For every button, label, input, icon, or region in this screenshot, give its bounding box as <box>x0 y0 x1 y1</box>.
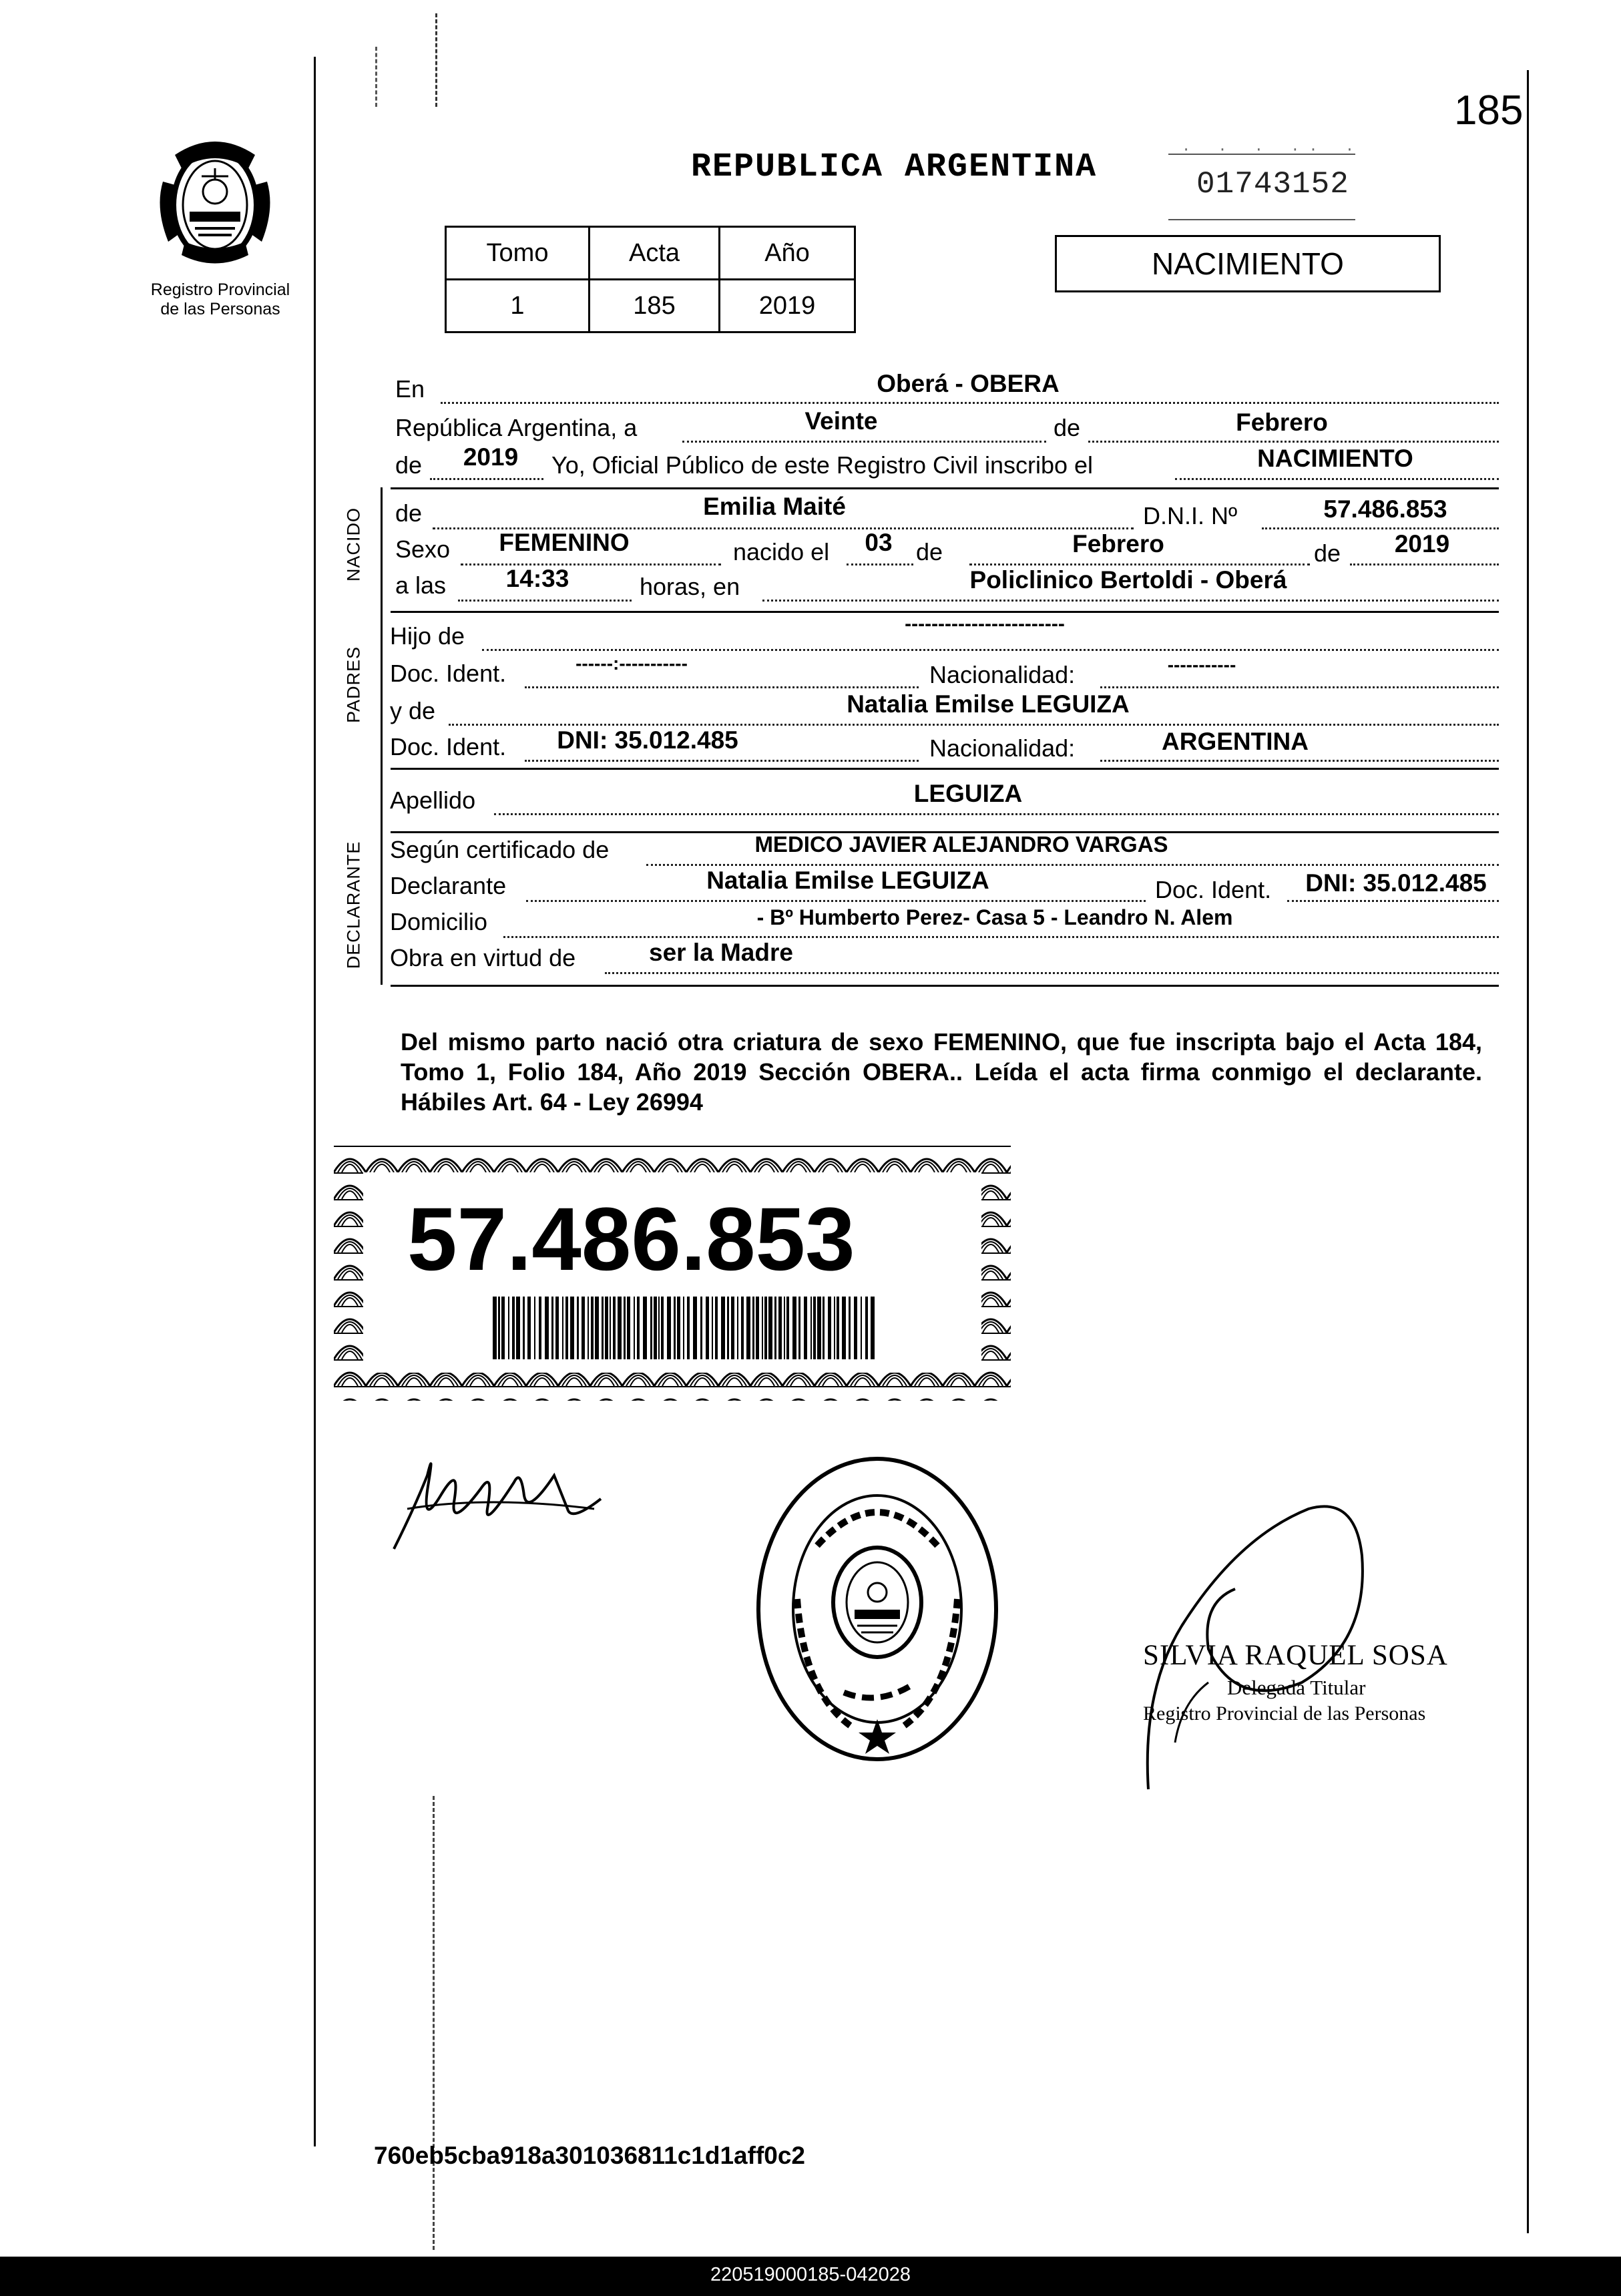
barcode-bar <box>551 1297 553 1359</box>
acto-value: NACIMIENTO <box>1257 445 1413 472</box>
barcode-bar <box>582 1297 585 1359</box>
certificado-label: Según certificado de <box>390 836 610 863</box>
barcode-bar <box>674 1297 676 1359</box>
birth-day-value: 03 <box>865 529 893 556</box>
fold-mark-bottom <box>433 1796 437 2250</box>
official-org: Registro Provincial de las Personas <box>1143 1702 1426 1725</box>
declarante-value: Natalia Emilse LEGUIZA <box>706 867 989 894</box>
barcode-bar <box>823 1297 825 1359</box>
fold-mark-left <box>375 47 379 107</box>
barcode-bar <box>715 1297 718 1359</box>
barcode-bar <box>588 1297 589 1359</box>
barcode-bar <box>493 1297 497 1359</box>
barcode-bar <box>523 1297 525 1359</box>
day-value: Veinte <box>804 407 878 435</box>
barcode-bar <box>613 1297 616 1359</box>
nombre-de-label: de <box>395 499 423 527</box>
barcode-bar <box>498 1297 500 1359</box>
father-doc-dots <box>525 686 919 688</box>
month-value: Febrero <box>1236 409 1328 436</box>
act-type-box: NACIMIENTO <box>1055 235 1441 292</box>
right-margin-rule <box>1527 70 1529 2233</box>
nacionalidad1-label: Nacionalidad: <box>929 661 1076 688</box>
sexo-label: Sexo <box>395 535 451 563</box>
barcode-bar <box>778 1297 782 1359</box>
tomo-value: 1 <box>446 280 590 332</box>
page-number: 185 <box>1454 87 1524 134</box>
serial-marks: · · · ·· · <box>1182 142 1364 158</box>
dni-dots <box>1262 527 1499 529</box>
barcode-bar <box>828 1297 831 1359</box>
birth-year-dots <box>1350 563 1499 565</box>
y-de-label: y de <box>390 697 436 724</box>
father-value: ------------------------ <box>905 613 1065 635</box>
barcode-bar <box>756 1297 759 1359</box>
barcode-bar <box>746 1297 750 1359</box>
barcode-bar <box>721 1297 725 1359</box>
barcode-bar <box>591 1297 594 1359</box>
barcode-bar <box>643 1297 647 1359</box>
birth-de1-label: de <box>916 538 943 565</box>
doc-ident2-label: Doc. Ident. <box>390 733 507 760</box>
barcode-bar <box>658 1297 660 1359</box>
mother-dots <box>449 724 1499 726</box>
barcode-bar <box>865 1297 868 1359</box>
barcode-bar <box>602 1297 604 1359</box>
barcode-bar <box>677 1297 680 1359</box>
acta-table <box>445 226 856 333</box>
barcode-bar <box>834 1297 835 1359</box>
barcode-bar <box>618 1297 622 1359</box>
barcode-bar <box>610 1297 611 1359</box>
father-nat-dots <box>1100 686 1499 688</box>
barcode-bar <box>792 1297 796 1359</box>
barcode-bar <box>762 1297 763 1359</box>
month-dots <box>1088 441 1499 443</box>
signature-registrar <box>387 1435 608 1556</box>
barcode-bar <box>683 1297 684 1359</box>
republica-label: República Argentina, a <box>395 414 638 441</box>
document-hash: 760eb5cba918a301036811c1d1aff0c2 <box>374 2142 806 2169</box>
birth-time-dots <box>458 600 632 602</box>
nombre-value: Emilia Maité <box>703 493 846 520</box>
declarante-dots <box>526 900 1146 902</box>
barcode-bar <box>752 1297 754 1359</box>
mother-value: Natalia Emilse LEGUIZA <box>847 690 1130 718</box>
barcode-bar <box>539 1297 541 1359</box>
en-dots <box>441 402 1499 404</box>
section-label-padres: PADRES <box>343 646 364 724</box>
barcode-bar <box>727 1297 729 1359</box>
sexo-value: FEMENINO <box>499 529 630 556</box>
bottom-code: 220519000185-042028 <box>710 2264 911 2285</box>
ano-header: Año <box>720 227 855 280</box>
birth-month-value: Febrero <box>1072 530 1164 557</box>
birth-day-dots <box>847 563 913 565</box>
registry-seal-stamp <box>750 1452 1004 1766</box>
serial-number: 01743152 <box>1196 167 1349 202</box>
barcode-bar <box>741 1297 744 1359</box>
barcode <box>493 1297 880 1359</box>
father-nat-value: ----------- <box>1167 654 1236 675</box>
father-dots <box>482 649 1499 651</box>
doc-ident1-label: Doc. Ident. <box>390 660 507 687</box>
barcode-bar <box>700 1297 702 1359</box>
barcode-bar <box>849 1297 851 1359</box>
barcode-bar <box>637 1297 640 1359</box>
barcode-bar <box>634 1297 635 1359</box>
birth-time-value: 14:33 <box>505 565 569 592</box>
barcode-bar <box>784 1297 785 1359</box>
section-rule-padres-bottom <box>391 768 1499 770</box>
birth-de2-label: de <box>1314 539 1341 567</box>
birth-year-value: 2019 <box>1394 530 1450 557</box>
province-coat-of-arms-logo <box>148 128 282 275</box>
section-label-nacido: NACIDO <box>343 507 364 582</box>
section-rule-declarante-bottom <box>391 985 1499 987</box>
sticker-dni-number: 57.486.853 <box>407 1190 855 1289</box>
fold-mark-top <box>435 13 439 107</box>
declarante-doc-dots <box>1287 900 1499 902</box>
acta-header: Acta <box>590 227 720 280</box>
section-label-declarante: DECLARANTE <box>343 841 364 969</box>
declarante-doc-value: DNI: 35.012.485 <box>1305 869 1487 897</box>
official-title: Delegada Titular <box>1227 1676 1366 1699</box>
yo-text: Yo, Oficial Público de este Registro Civil inscribo el <box>551 451 1094 479</box>
section-rule-nacido-top <box>391 487 1499 489</box>
barcode-bar <box>804 1297 807 1359</box>
birth-place-dots <box>762 600 1499 602</box>
barcode-bar <box>595 1297 599 1359</box>
tomo-header: Tomo <box>446 227 590 280</box>
registry-line-1: Registro Provincial <box>150 280 290 299</box>
barcode-bar <box>501 1297 505 1359</box>
barcode-bar <box>786 1297 789 1359</box>
barcode-bar <box>534 1297 535 1359</box>
barcode-bar <box>508 1297 509 1359</box>
barcode-bar <box>731 1297 734 1359</box>
barcode-bar <box>817 1297 821 1359</box>
registry-name <box>127 280 314 319</box>
mother-nat-value: ARGENTINA <box>1162 728 1309 755</box>
declarante-label: Declarante <box>390 872 507 899</box>
barcode-bar <box>768 1297 772 1359</box>
barcode-bar <box>687 1297 690 1359</box>
domicilio-value: - Bº Humberto Perez- Casa 5 - Leandro N. Alem <box>756 905 1233 929</box>
barcode-bar <box>810 1297 812 1359</box>
acto-dots <box>1175 478 1499 480</box>
obra-label: Obra en virtud de <box>390 944 576 971</box>
certificado-value: MEDICO JAVIER ALEJANDRO VARGAS <box>754 832 1168 857</box>
father-doc-value: ------:----------- <box>575 653 688 674</box>
barcode-bar <box>512 1297 515 1359</box>
barcode-bar <box>654 1297 657 1359</box>
official-name: SILVIA RAQUEL SOSA <box>1143 1640 1448 1671</box>
barcode-bar <box>577 1297 579 1359</box>
mother-doc-dots <box>525 760 919 762</box>
ano-value: 2019 <box>720 280 855 332</box>
year-dots <box>430 478 543 480</box>
barcode-bar <box>565 1297 568 1359</box>
barcode-bar <box>737 1297 738 1359</box>
barcode-bar <box>555 1297 559 1359</box>
barcode-bar <box>861 1297 862 1359</box>
year-de-label: de <box>395 451 423 479</box>
apellido-dots <box>494 813 1499 815</box>
a-las-label: a las <box>395 571 447 599</box>
day-dots <box>682 441 1046 443</box>
barcode-bar <box>813 1297 816 1359</box>
barcode-bar <box>516 1297 520 1359</box>
section-label-rule <box>381 487 383 985</box>
barcode-bar <box>627 1297 630 1359</box>
barcode-bar <box>570 1297 574 1359</box>
domicilio-dots <box>503 936 1499 938</box>
obra-value: ser la Madre <box>649 939 793 966</box>
barcode-bar <box>854 1297 857 1359</box>
apellido-label: Apellido <box>390 786 476 814</box>
barcode-bar <box>624 1297 626 1359</box>
note-text: Del mismo parto nació otra criatura de sexo FEMENINO, que fue inscripta bajo el Acta 184, Tomo 1, Folio 184, Año 2019 Sección OBERA.. Leída el acta firma conmigo el declarante. Hábiles Art. 64 - Ley 26994 <box>401 1028 1482 1116</box>
left-margin-rule <box>314 57 316 2146</box>
barcode-bar <box>871 1297 875 1359</box>
barcode-bar <box>837 1297 839 1359</box>
year-value: 2019 <box>463 443 519 471</box>
barcode-bar <box>706 1297 709 1359</box>
apellido-value: LEGUIZA <box>913 780 1023 807</box>
barcode-bar <box>545 1297 549 1359</box>
barcode-bar <box>527 1297 531 1359</box>
mother-doc-value: DNI: 35.012.485 <box>557 726 738 754</box>
birth-month-dots <box>969 563 1310 565</box>
barcode-bar <box>712 1297 713 1359</box>
nacido-el-label: nacido el <box>733 538 830 565</box>
barcode-bar <box>798 1297 800 1359</box>
en-label: En <box>395 375 425 403</box>
dni-value: 57.486.853 <box>1323 495 1447 523</box>
domicilio-label: Domicilio <box>390 908 488 935</box>
barcode-bar <box>764 1297 767 1359</box>
month-de-label: de <box>1054 414 1081 441</box>
barcode-bar <box>605 1297 608 1359</box>
mother-nat-dots <box>1100 760 1499 762</box>
country-title: REPUBLICA ARGENTINA <box>691 148 1098 186</box>
obra-dots <box>605 972 1499 974</box>
barcode-bar <box>667 1297 671 1359</box>
barcode-bar <box>693 1297 697 1359</box>
barcode-bar <box>562 1297 563 1359</box>
horas-label: horas, en <box>640 573 740 600</box>
acta-value: 185 <box>590 280 720 332</box>
nacionalidad2-label: Nacionalidad: <box>929 734 1076 762</box>
en-value: Oberá - OBERA <box>877 370 1060 397</box>
registry-line-2: de las Personas <box>160 300 280 318</box>
certificado-dots <box>646 864 1499 866</box>
birth-place-value: Policlinico Bertoldi - Oberá <box>969 566 1287 594</box>
doc-ident3-label: Doc. Ident. <box>1155 876 1272 903</box>
barcode-bar <box>650 1297 652 1359</box>
dni-label: D.N.I. Nº <box>1143 502 1238 529</box>
barcode-bar <box>774 1297 776 1359</box>
barcode-bar <box>842 1297 846 1359</box>
barcode-bar <box>661 1297 664 1359</box>
hijo-de-label: Hijo de <box>390 622 465 650</box>
